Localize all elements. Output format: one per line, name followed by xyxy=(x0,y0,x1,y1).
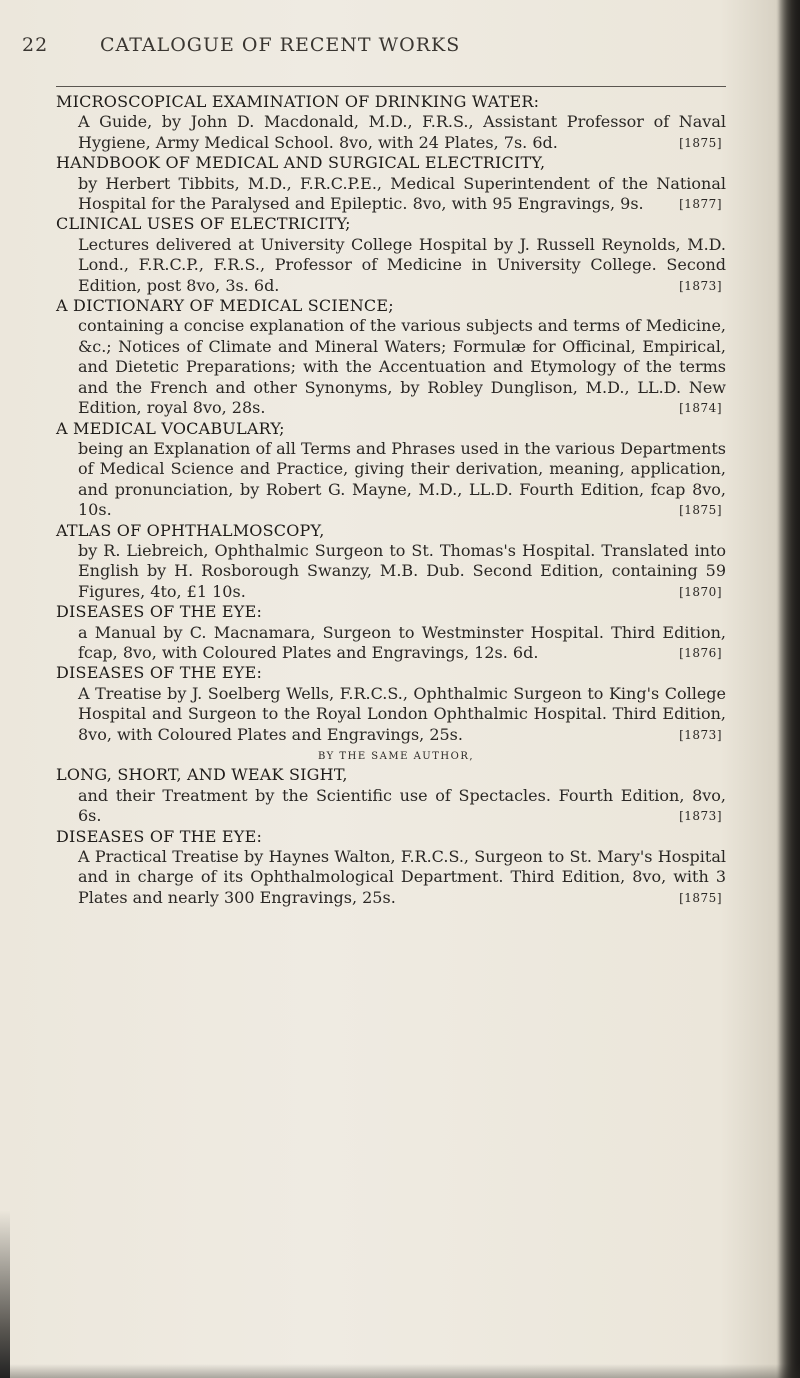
catalogue-entry xyxy=(56,521,766,603)
entry-year: [1875] xyxy=(679,135,722,150)
bottom-edge-shadow xyxy=(10,1364,800,1378)
page-number: 22 xyxy=(22,34,49,56)
entry-description: A Practical Treatise by Haynes Walton, F.R.C.S., Surgeon to St. Mary's Hospital and in charge of its Ophthalmological Department. Third Edition, 8vo, with 3 Plates and nearly 300 Engravings, 25s. xyxy=(78,847,726,907)
entry-description: by Herbert Tibbits, M.D., F.R.C.P.E., Medical Superintendent of the National Hospital for the Paralysed and Epileptic. 8vo, with 95 Engravings, 9s. xyxy=(78,173,726,214)
entry-year: [1875] xyxy=(679,503,722,518)
entry-year: [1873] xyxy=(679,278,722,293)
entry-heading: CLINICAL USES OF ELECTRICITY; xyxy=(56,214,351,234)
entry-year: [1876] xyxy=(679,645,722,660)
catalogue-entry xyxy=(56,153,766,214)
catalogue-entry xyxy=(56,296,766,418)
entry-description: by R. Liebreich, Ophthalmic Surgeon to St. Thomas's Hospital. Translated into English by H. Rosborough Swanzy, M.B. Dub. Second Edition, containing 59 Figures, 4to, £1 10s. xyxy=(78,540,726,601)
entry-heading: MICROSCOPICAL EXAMINATION OF DRINKING WATER: xyxy=(56,92,540,111)
catalogue-entry xyxy=(56,92,766,153)
entry-year: [1873] xyxy=(679,809,722,824)
entry-heading: DISEASES OF THE EYE: xyxy=(56,602,263,622)
entry-year: [1873] xyxy=(679,727,722,742)
entry-description: A Treatise by J. Soelberg Wells, F.R.C.S., Ophthalmic Surgeon to King's College Hospital and Surgeon to the Royal London Ophthalmic Hospital. Third Edition, 8vo, with Coloured Plates and Engravings, 25s. xyxy=(78,683,726,744)
catalogue-entry xyxy=(56,747,766,827)
entry-description: Lectures delivered at University College Hospital by J. Russell Reynolds, M.D. Lond., F.R.C.P., F.R.S., Professor of Medicine in University College. Second Edition, post 8vo, 3s. 6d. xyxy=(78,234,726,295)
entry-heading: DISEASES OF THE EYE: xyxy=(56,663,263,683)
catalogue-entries xyxy=(56,92,766,908)
entry-byline: BY THE SAME AUTHOR, xyxy=(317,751,475,762)
entry-year: [1870] xyxy=(679,584,722,599)
entry-description: a Manual by C. Macnamara, Surgeon to Westminster Hospital. Third Edition, fcap, 8vo, with Coloured Plates and Engravings, 12s. 6d. xyxy=(78,622,726,662)
entry-description: being an Explanation of all Terms and Phrases used in the various Departments of Medical Science and Practice, giving their derivation, meaning, application, and pronunciation, by Robert G. Mayne, M.D., LL.D. Fourth Edition, fcap 8vo, 10s. xyxy=(78,438,726,520)
entry-heading: DISEASES OF THE EYE: xyxy=(56,826,263,846)
entry-year: [1874] xyxy=(679,401,722,416)
entry-heading: A DICTIONARY OF MEDICAL SCIENCE; xyxy=(56,296,394,316)
header-rule xyxy=(56,86,726,87)
running-title: CATALOGUE OF RECENT WORKS xyxy=(100,34,461,56)
catalogue-entry xyxy=(56,663,766,745)
entry-year: [1875] xyxy=(679,890,722,905)
entry-description: A Guide, by John D. Macdonald, M.D., F.R.S., Assistant Professor of Naval Hygiene, Army Medical School. 8vo, with 24 Plates, 7s. 6d. xyxy=(78,112,726,152)
catalogue-entry xyxy=(56,214,766,296)
entry-description: and their Treatment by the Scientific use of Spectacles. Fourth Edition, 8vo, 6s. xyxy=(78,785,726,826)
page-edge-shadow xyxy=(0,1210,10,1378)
catalogue-entry xyxy=(56,602,766,663)
entry-heading: LONG, SHORT, AND WEAK SIGHT, xyxy=(56,765,348,785)
entry-heading: A MEDICAL VOCABULARY; xyxy=(56,418,285,438)
book-spine-shadow xyxy=(778,0,800,1378)
entry-heading: HANDBOOK OF MEDICAL AND SURGICAL ELECTRICITY, xyxy=(56,153,546,173)
catalogue-entry xyxy=(56,827,766,909)
catalogue-entry xyxy=(56,419,766,521)
entry-description: containing a concise explanation of the various subjects and terms of Medicine, &c.; Notices of Climate and Mineral Waters; Formulæ for Officinal, Empirical, and Dietetic Preparations; with the Accentuation and Etymology of the terms and the French and other Synonyms, by Robley Dunglison, M.D., LL.D. New Edition, royal 8vo, 28s. xyxy=(78,316,726,418)
entry-year: [1877] xyxy=(679,197,722,212)
entry-heading: ATLAS OF OPHTHALMOSCOPY, xyxy=(56,520,325,540)
